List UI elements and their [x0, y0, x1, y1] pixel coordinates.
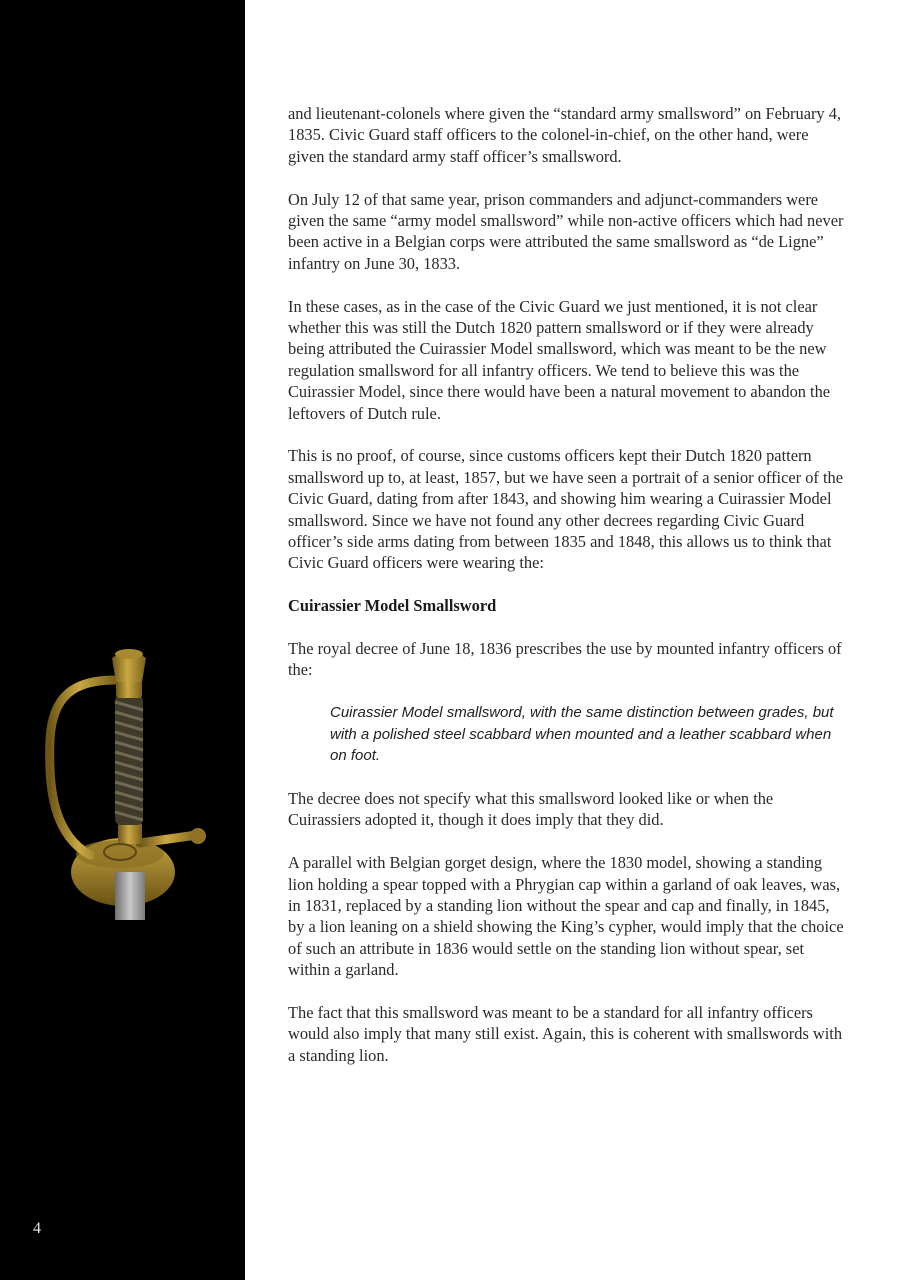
- paragraph: The royal decree of June 18, 1836 prescribes the use by mounted infantry officers of the:: [288, 639, 842, 680]
- sword-illustration-icon: [40, 640, 220, 930]
- decree-quote: Cuirassier Model smallsword, with the same distinction between grades, but with a polished steel scabbard when mounted and a leather scabbard when on foot.: [330, 704, 834, 765]
- article-body: [288, 103, 848, 1088]
- paragraph: The fact that this smallsword was meant to be a standard for all infantry officers would also imply that many still exist. Again, this is coherent with smallswords with a standing lion.: [288, 1002, 843, 1065]
- section-heading: Cuirassier Model Smallsword: [288, 596, 497, 616]
- paragraph: This is no proof, of course, since customs officers kept their Dutch 1820 pattern smallsword up to, at least, 1857, but we have seen a portrait of a senior officer of the Civic Guard, dating from after 1843, and showing him wearing a Cuirassier Model smallsword. Since we have not found any other decrees regarding Civic Guard officer’s side arms dating from between 1835 and 1848, this allows us to think that Civic Guard officers were wearing the:: [288, 446, 843, 573]
- paragraph: A parallel with Belgian gorget design, where the 1830 model, showing a standing lion holding a spear topped with a Phrygian cap within a garland of oak leaves, was, in 1831, replaced by a standing lion without the spear and cap and finally, in 1845, by a lion leaning on a shield showing the King’s cypher, would imply that the choice of such an attribute in 1836 would settle on the standing lion without spear, set within a garland.: [288, 853, 844, 980]
- paragraph: In these cases, as in the case of the Civic Guard we just mentioned, it is not clear whether this was still the Dutch 1820 pattern smallsword or if they were already being attributed the Cuirassier Model smallsword, which was meant to be the new regulation smallsword for all infantry officers. We tend to believe this was the Cuirassier Model, since there would have been a natural movement to abandon the leftovers of Dutch rule.: [288, 296, 831, 423]
- page-number: 4: [33, 1220, 41, 1237]
- paragraph: The decree does not specify what this smallsword looked like or when the Cuirassiers adopted it, though it does imply that they did.: [288, 788, 774, 830]
- paragraph: and lieutenant-colonels where given the “standard army smallsword” on February 4, 1835. Civic Guard staff officers to the colonel-in-chief, on the other hand, were given the standard army staff officer’s smallsword.: [288, 104, 842, 166]
- sidebar-panel: [0, 0, 245, 1280]
- paragraph: On July 12 of that same year, prison commanders and adjunct-commanders were given the same “army model smallsword” while non-active officers which had never been active in a Belgian corps were attributed the same smallsword as “de Ligne” infantry on June 30, 1833.: [288, 189, 844, 273]
